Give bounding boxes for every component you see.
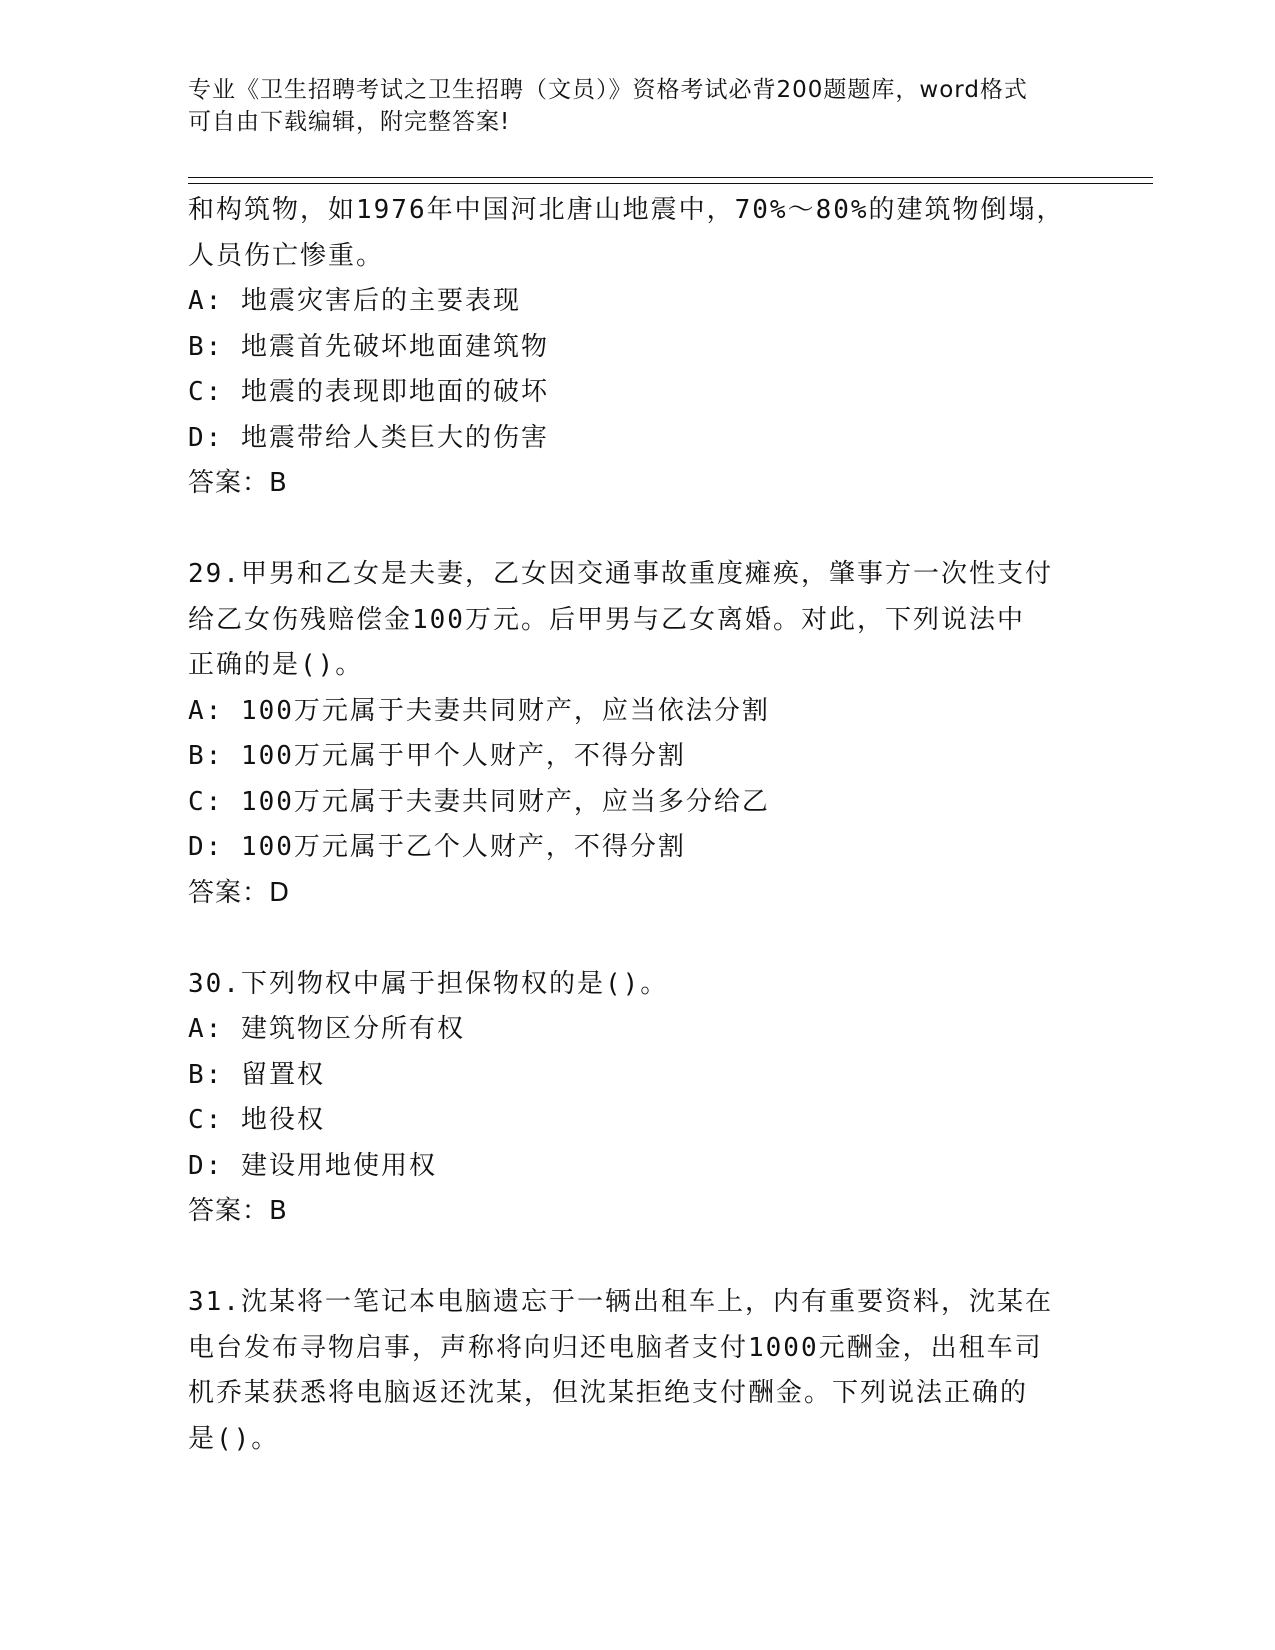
question-text-line: 是()。 bbox=[188, 1423, 280, 1454]
option-d: D: 地震带给人类巨大的伤害 bbox=[188, 422, 549, 453]
option-b: B: 地震首先破坏地面建筑物 bbox=[188, 331, 549, 362]
option-d: D: 100万元属于乙个人财产，不得分割 bbox=[188, 832, 686, 862]
spacer bbox=[188, 916, 1088, 962]
option-d: D: 建设用地使用权 bbox=[188, 1150, 437, 1181]
document-header bbox=[188, 74, 1088, 138]
option-a: A: 100万元属于夫妻共同财产，应当依法分割 bbox=[188, 695, 770, 726]
option-b: B: 100万元属于甲个人财产，不得分割 bbox=[188, 741, 686, 771]
spacer bbox=[188, 507, 1088, 553]
option-c: C: 100万元属于夫妻共同财产，应当多分给乙 bbox=[188, 786, 770, 817]
question-text-line: 电台发布寻物启事，声称将向归还电脑者支付1000元酬金，出租车司 bbox=[188, 1332, 1043, 1363]
question-31 bbox=[188, 1280, 1088, 1462]
header-title-line: 专业《卫生招聘考试之卫生招聘（文员）》资格考试必背200题题库，word格式 bbox=[188, 77, 1028, 103]
header-divider-bottom bbox=[188, 183, 1153, 184]
question-28-continued bbox=[188, 188, 1088, 507]
header-divider-top bbox=[188, 177, 1153, 178]
question-text-line: 正确的是()。 bbox=[188, 650, 364, 680]
question-text-line: 和构筑物，如1976年中国河北唐山地震中，70%～80%的建筑物倒塌， bbox=[188, 195, 1065, 225]
question-text-line: 31.沈某将一笔记本电脑遗忘于一辆出租车上，内有重要资料，沈某在 bbox=[188, 1287, 1053, 1317]
option-c: C: 地役权 bbox=[188, 1105, 325, 1135]
option-b: B: 留置权 bbox=[188, 1059, 325, 1090]
question-30 bbox=[188, 962, 1088, 1235]
question-text-line: 机乔某获悉将电脑返还沈某，但沈某拒绝支付酬金。下列说法正确的 bbox=[188, 1378, 1029, 1408]
question-text-line: 给乙女伤残赔偿金100万元。后甲男与乙女离婚。对此，下列说法中 bbox=[188, 604, 1025, 635]
question-text-line: 29.甲男和乙女是夫妻，乙女因交通事故重度瘫痪，肇事方一次性支付 bbox=[188, 559, 1053, 589]
spacer bbox=[188, 1235, 1088, 1281]
question-text-line: 30.下列物权中属于担保物权的是()。 bbox=[188, 968, 669, 999]
question-29 bbox=[188, 552, 1088, 916]
option-c: C: 地震的表现即地面的破坏 bbox=[188, 377, 549, 407]
option-a: A: 建筑物区分所有权 bbox=[188, 1014, 465, 1044]
header-subtitle-line: 可自由下载编辑，附完整答案! bbox=[188, 109, 511, 135]
question-text-line: 人员伤亡惨重。 bbox=[188, 240, 385, 271]
option-a: A: 地震灾害后的主要表现 bbox=[188, 286, 521, 316]
answer-label: 答案：B bbox=[188, 1196, 288, 1226]
document-body bbox=[188, 188, 1088, 1462]
answer-label: 答案：B bbox=[188, 468, 288, 498]
answer-label: 答案：D bbox=[188, 877, 291, 908]
